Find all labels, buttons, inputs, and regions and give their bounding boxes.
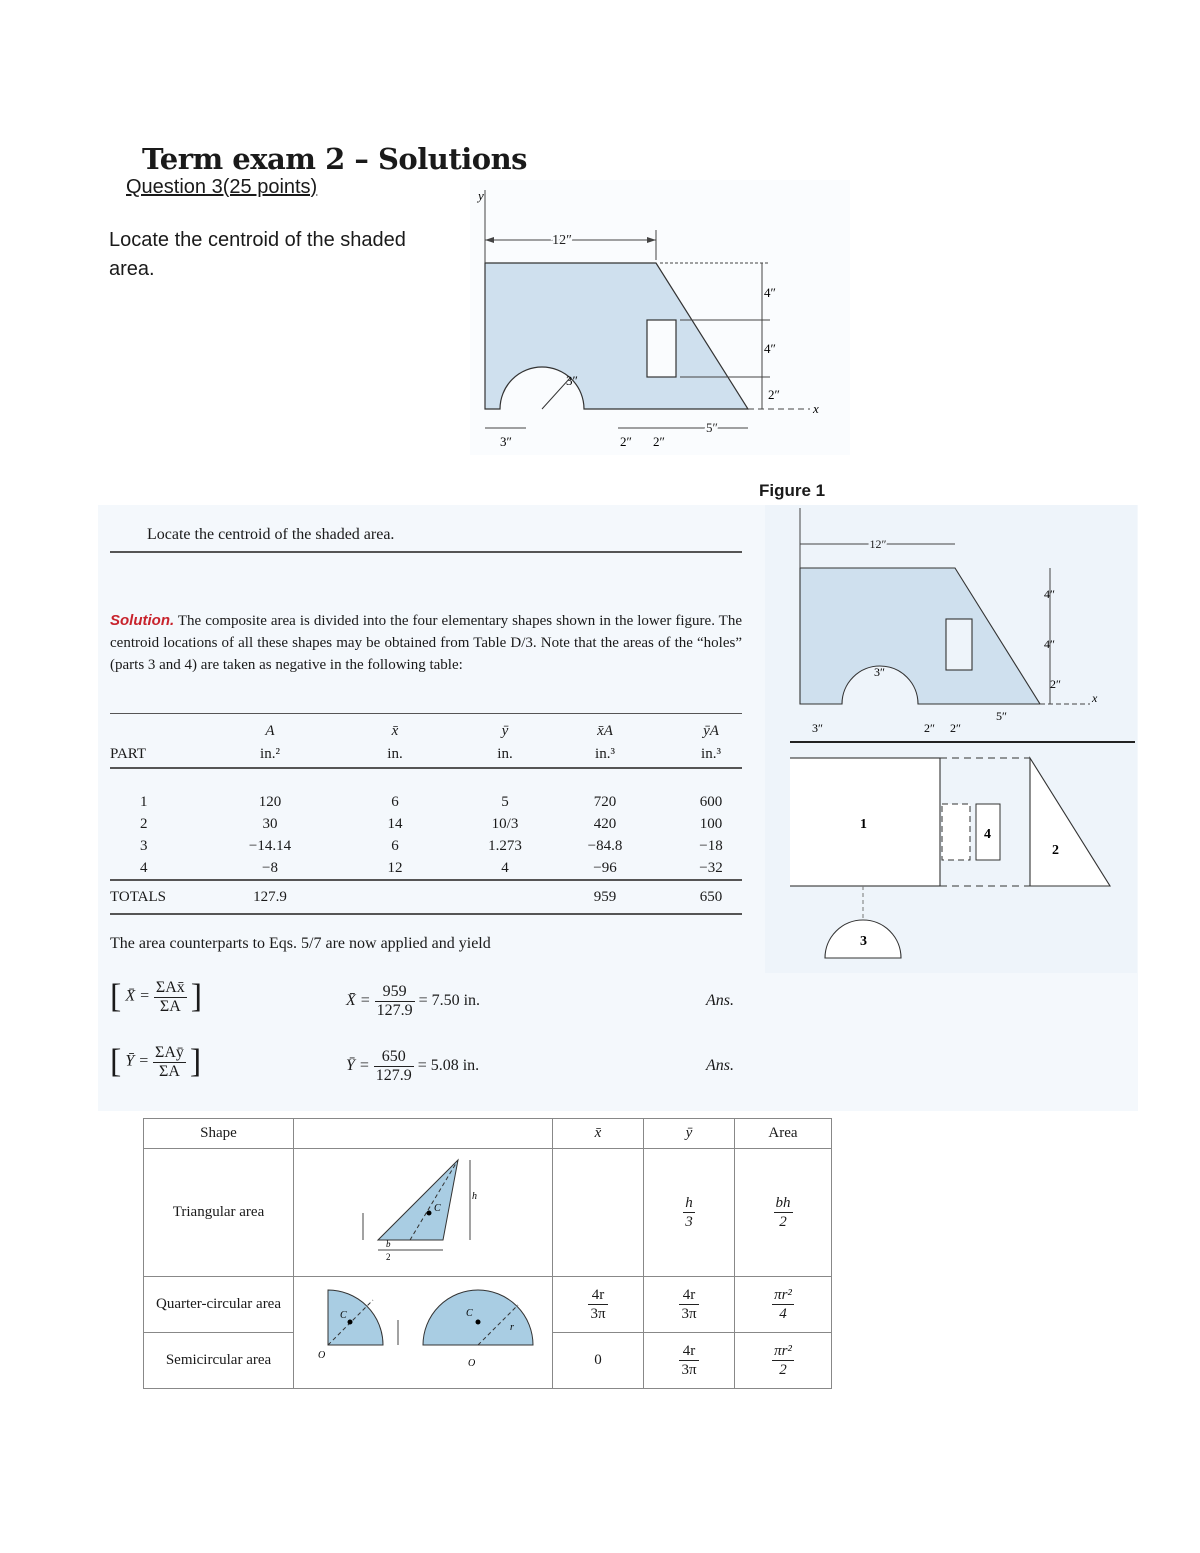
semi-ybar-den: 3π <box>681 1362 697 1378</box>
reference-table <box>143 1118 832 1389</box>
header-part-top <box>110 720 230 742</box>
small-bottom-2b: 2″ <box>950 721 961 735</box>
triangle-ybar-num: h <box>685 1195 693 1211</box>
semi-r-label: r <box>510 1322 514 1333</box>
semi-o-label: O <box>468 1358 476 1369</box>
table-top-rule <box>110 713 742 714</box>
part-3-label: 3 <box>860 934 867 949</box>
semi-area-den: 2 <box>779 1362 787 1378</box>
ref-row-triangle <box>144 1149 832 1277</box>
ref-quarter-name: Quarter-circular area <box>144 1277 294 1333</box>
ref-header-area: Area <box>735 1119 832 1149</box>
header-ya-top: ȳA <box>703 722 719 739</box>
small-bottom-5: 5″ <box>996 709 1007 723</box>
composite-table <box>110 720 742 915</box>
ref-header-ybar: ȳ <box>644 1119 735 1149</box>
bottom-2a-label: 2″ <box>620 434 632 449</box>
solution-body: The composite area is divided into the four elementary shapes shown in the lower figure. The centroid locations of all these shapes may be obtained from Table D/3. Note that the areas of the “holes” (parts 3 and 4) are taken as negative in the following table: <box>110 613 743 673</box>
triangle-b-label: b <box>386 1239 391 1249</box>
ref-header-xbar: x̄ <box>553 1119 644 1149</box>
triangle-2-label: 2 <box>386 1252 391 1262</box>
ref-triangle-name: Triangular area <box>144 1149 294 1277</box>
table-row: 1 120 6 5 720 600 <box>140 793 723 810</box>
quarter-xbar-num: 4r <box>588 1286 607 1305</box>
dim-4a-label: 4″ <box>764 285 776 300</box>
quarter-ybar-den: 3π <box>681 1306 697 1322</box>
solution-text <box>110 610 742 676</box>
equation-y-result: Ȳ = $\frac{650}{127.9}$ = 5.08 in. <box>346 1048 480 1084</box>
semi-xbar: 0 <box>553 1333 644 1389</box>
bottom-3-label: 3″ <box>500 434 512 449</box>
figure-label: Figure 1 <box>759 481 826 500</box>
part-1-label: 1 <box>860 817 867 832</box>
triangle-diagram <box>348 1155 498 1265</box>
equation-x-result: X̄ = $\frac{959}{127.9}$ = 7.50 in. <box>346 983 481 1019</box>
bottom-5-label: 5″ <box>706 420 718 435</box>
small-dim-2: 2″ <box>1050 677 1061 691</box>
semi-ybar-num: 4r <box>679 1342 698 1361</box>
small-bottom-2a: 2″ <box>924 721 935 735</box>
header-part: PART <box>110 746 147 762</box>
page-title: Term exam 2 – Solutions <box>142 142 527 176</box>
solution-prompt: Locate the centroid of the shaded area. <box>147 526 395 543</box>
ref-row-quarter <box>144 1277 832 1333</box>
circular-diagrams <box>298 1280 548 1380</box>
dim-width-label: 12″ <box>552 233 572 248</box>
header-xa-unit: in.³ <box>595 746 615 762</box>
answer-y: Ans. <box>706 1057 734 1074</box>
quarter-xbar-den: 3π <box>590 1306 606 1322</box>
small-dim-4a: 4″ <box>1044 587 1055 601</box>
triangle-c-label: C <box>434 1203 441 1214</box>
ref-header-figure <box>294 1119 553 1149</box>
centroid-figure-top <box>470 180 850 455</box>
header-area-top: A <box>265 722 275 739</box>
header-ybar-top: ȳ <box>501 722 509 739</box>
divider <box>110 551 742 553</box>
small-dim-width: 12″ <box>869 537 887 551</box>
small-dim-4b: 4″ <box>1044 637 1055 651</box>
table-row: 4 −8 12 4 −96 −32 <box>110 857 742 880</box>
dim-4b-label: 4″ <box>764 341 776 356</box>
question-heading: Question 3(25 points) <box>126 176 318 198</box>
header-area-unit: in.² <box>260 746 280 762</box>
quarter-c-label: C <box>340 1310 347 1321</box>
ref-header-shape: Shape <box>144 1119 294 1149</box>
quarter-area-num: πr² <box>774 1287 792 1303</box>
quarter-area-den: 4 <box>779 1306 787 1322</box>
part-2-label: 2 <box>1052 843 1059 858</box>
question-prompt: Locate the centroid of the shaded area. <box>109 229 406 280</box>
header-xbar-unit: in. <box>387 746 403 762</box>
table-totals-row: TOTALS 127.9 959 650 <box>110 880 742 914</box>
solution-keyword: Solution. <box>110 612 175 629</box>
quarter-ybar-num: 4r <box>679 1286 698 1305</box>
header-xa-top: x̄A <box>597 722 613 739</box>
dim-2-label: 2″ <box>768 387 780 402</box>
semi-c-label: C <box>466 1308 473 1319</box>
equations-intro: The area counterparts to Eqs. 5/7 are now applied and yield <box>110 935 491 952</box>
bottom-2b-label: 2″ <box>653 434 665 449</box>
table-row: 2 30 14 10/3 420 100 <box>140 815 723 832</box>
answer-x: Ans. <box>706 992 734 1009</box>
triangle-area-den: 2 <box>779 1214 787 1230</box>
quarter-o-label: O <box>318 1350 326 1361</box>
radius-label: 3″ <box>566 373 578 388</box>
equation-y-general: [ Ȳ = $\frac{\text{ΣAȳ}}{\Sigma A}$ ] <box>110 1043 202 1080</box>
axis-x-label: x <box>813 401 819 416</box>
triangle-ybar-den: 3 <box>685 1214 693 1230</box>
axis-y-label: y <box>478 188 484 203</box>
triangle-h-label: h <box>472 1191 477 1202</box>
header-ybar-unit: in. <box>497 746 513 762</box>
header-xbar-top: x̄ <box>391 722 399 739</box>
equation-x-general: [ X̄ = $\frac{\text{ΣAx̄}}{\Sigma A}$ ] <box>110 978 203 1015</box>
table-row: 3 −14.14 6 1.273 −84.8 −18 <box>140 837 723 854</box>
part-4-label: 4 <box>984 827 991 842</box>
small-axis-x: x <box>1092 691 1098 705</box>
small-radius: 3″ <box>874 665 885 679</box>
header-ya-unit: in.³ <box>701 746 721 762</box>
small-bottom-3: 3″ <box>812 721 823 735</box>
decomposition-figure <box>790 508 1135 968</box>
ref-semi-name: Semicircular area <box>144 1333 294 1389</box>
semi-area-num: πr² <box>774 1343 792 1359</box>
triangle-area-num: bh <box>775 1195 791 1211</box>
